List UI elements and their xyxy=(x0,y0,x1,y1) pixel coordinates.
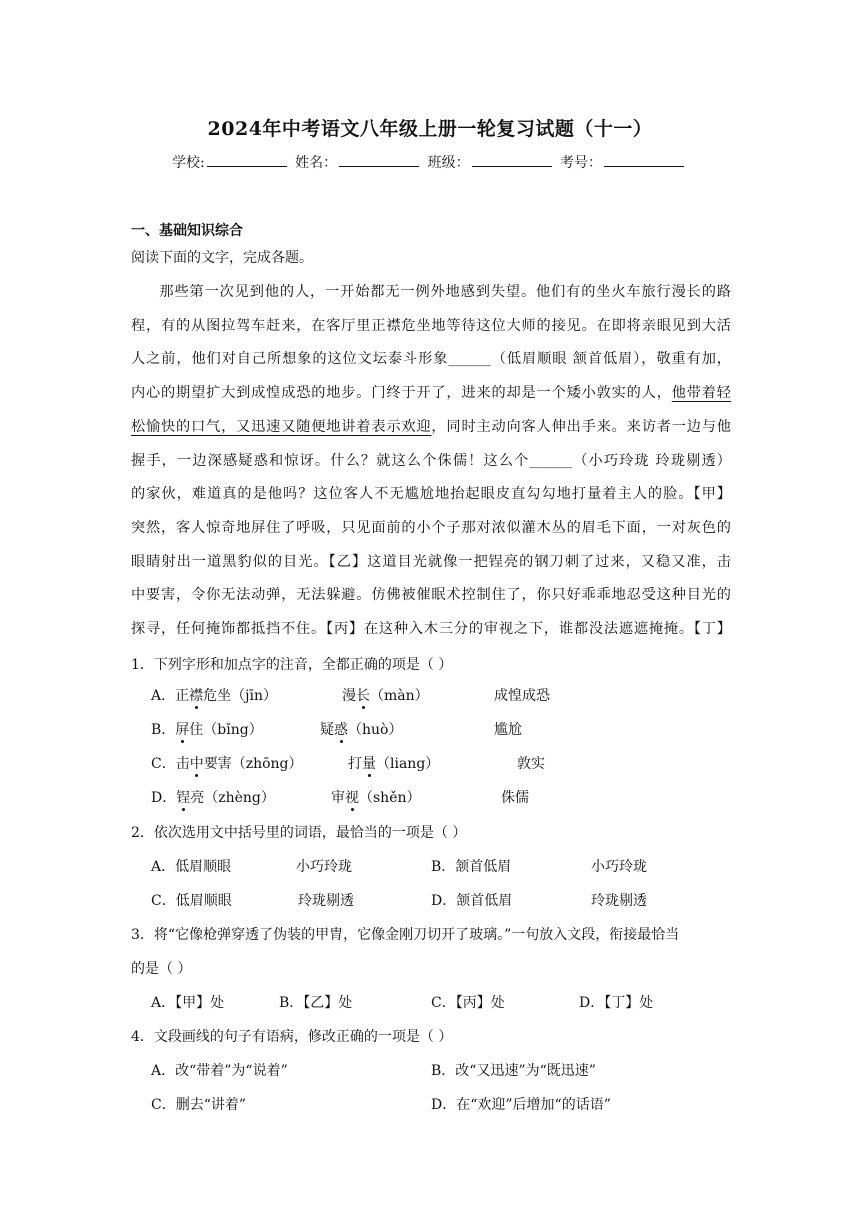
option-4c[interactable]: C．删去“讲着” xyxy=(151,1097,247,1113)
name-label: 姓名： xyxy=(295,155,338,171)
dotted-char: 屏 xyxy=(175,722,190,738)
passage-line: 握手，一边深感疑惑和惊讶。什么？就这么个侏儒！这么个______（小巧玲珑 玲珑剔透） xyxy=(131,452,731,469)
option-3c[interactable]: C．【丙】处 xyxy=(431,995,505,1011)
option-4b[interactable]: B．改“又迅速”为“既迅速” xyxy=(431,1063,596,1079)
dotted-char: 视 xyxy=(345,790,359,806)
option-1a-word3: 成惶成恐 xyxy=(494,688,550,704)
option-text: （màn） xyxy=(370,688,429,704)
option-2c[interactable]: C．低眉顺眼 xyxy=(151,893,232,909)
option-text: 漫 xyxy=(342,688,356,704)
option-text: D． xyxy=(151,790,177,806)
option-1c-word2 xyxy=(348,753,439,773)
option-1b-word2 xyxy=(320,719,402,739)
option-text: B． xyxy=(151,722,176,738)
school-label: 学校: xyxy=(171,155,205,171)
option-text: 打 xyxy=(348,756,362,772)
passage-line: 人之前，他们对自己所想象的这位文坛泰斗形象______（低眉顺眼 颔首低眉），敬重有加， xyxy=(131,351,731,368)
exam-no-blank[interactable] xyxy=(604,153,684,167)
option-2a-word2: 小巧玲珑 xyxy=(296,859,352,875)
option-3a[interactable]: A．【甲】处 xyxy=(151,995,225,1011)
option-4a[interactable]: A．改“带着”为“说着” xyxy=(151,1063,288,1079)
option-text: （shěn） xyxy=(359,790,421,806)
option-text: 危坐（jīn） xyxy=(203,688,277,704)
class-label: 班级： xyxy=(427,155,470,171)
option-text: 亮（zhèng） xyxy=(190,790,275,806)
option-2b-word2: 小巧玲珑 xyxy=(591,859,647,875)
option-1b[interactable] xyxy=(151,719,263,739)
passage-line: 的家伙，难道真的是他吗？这位客人不无尴尬地抬起眼皮直勾勾地打量着主人的脸。【甲】 xyxy=(131,486,731,503)
passage-line: 突然，客人惊奇地屏住了呼吸，只见面前的小个子那对浓似灌木丛的眉毛下面，一对灰色的 xyxy=(131,519,731,536)
option-text: 住（bǐng） xyxy=(189,722,263,738)
passage-line xyxy=(131,377,731,411)
option-2a[interactable]: A．低眉顺眼 xyxy=(151,859,232,875)
dotted-char: 襟 xyxy=(189,688,204,704)
question-3-stem: 3．将“它像枪弹穿透了伪装的甲胄，它像金刚刀切开了玻璃。”一句放入文段，衔接最恰当 xyxy=(131,927,680,943)
option-1c-word3: 敦实 xyxy=(517,756,545,772)
school-blank[interactable] xyxy=(207,153,287,167)
question-4-stem: 4．文段画线的句子有语病，修改正确的一项是（ ） xyxy=(131,1029,453,1045)
option-text: C．击 xyxy=(151,756,190,772)
passage-line: 那些第一次见到他的人，一开始都无一例外地感到失望。他们有的坐火车旅行漫长的路 xyxy=(159,284,731,300)
option-1d[interactable] xyxy=(151,787,275,807)
option-1a-word2 xyxy=(342,685,429,705)
passage-line: 中要害，令你无法动弹，无法躲避。仿佛被催眠术控制住了，你只好乖乖地忍受这种目光的 xyxy=(131,587,731,604)
student-info-line xyxy=(0,152,860,172)
option-text: A．正 xyxy=(151,688,190,704)
class-blank[interactable] xyxy=(472,153,552,167)
question-1-stem: 1．下列字形和加点字的注音，全都正确的项是（ ） xyxy=(131,657,453,673)
passage-line xyxy=(131,411,731,445)
passage-line: 眼睛射出一道黑豹似的目光。【乙】这道目光就像一把锃亮的钢刀刺了过来，又稳又准，击 xyxy=(131,553,731,570)
option-2d-word2: 玲珑剔透 xyxy=(591,893,647,909)
reading-passage xyxy=(131,276,731,647)
passage-line: 探寻，任何掩饰都抵挡不住。【丙】在这种入木三分的审视之下，谁都没法遮遮掩掩。【丁】 xyxy=(131,621,731,638)
option-4d[interactable]: D．在“欢迎”后增加“的话语” xyxy=(431,1097,611,1113)
question-3-stem-cont: 的是（ ） xyxy=(131,961,192,977)
option-1a[interactable] xyxy=(151,685,277,705)
option-text: 要害（zhōng） xyxy=(203,756,303,772)
dotted-char: 长 xyxy=(356,688,370,704)
option-1b-word3: 尴尬 xyxy=(494,722,522,738)
dotted-char: 量 xyxy=(362,756,376,772)
dotted-char: 惑 xyxy=(334,722,348,738)
passage-text: ，同时主动向客人伸出手来。来访者一边与他 xyxy=(431,418,731,435)
option-2c-word2: 玲珑剔透 xyxy=(298,893,354,909)
option-text: 审 xyxy=(331,790,345,806)
name-blank[interactable] xyxy=(339,153,419,167)
option-1d-word3: 侏儒 xyxy=(501,790,529,806)
exam-no-label: 考号： xyxy=(560,155,603,171)
section-title: 一、基础知识综合 xyxy=(131,223,243,239)
option-2b[interactable]: B．颔首低眉 xyxy=(431,859,512,875)
dotted-char: 中 xyxy=(189,756,204,772)
dotted-char: 锃 xyxy=(176,790,191,806)
option-1c[interactable] xyxy=(151,753,303,773)
underlined-sentence: 松愉快的口气，又迅速又随便地讲着表示欢迎 xyxy=(131,418,432,435)
option-3b[interactable]: B．【乙】处 xyxy=(279,995,353,1011)
option-text: 疑 xyxy=(320,722,334,738)
option-text: （liang） xyxy=(376,756,440,772)
page-title: 2024年中考语文八年级上册一轮复习试题（十一） xyxy=(207,118,653,140)
option-2d[interactable]: D．颔首低眉 xyxy=(431,893,513,909)
option-3d[interactable]: D．【丁】处 xyxy=(579,995,654,1011)
passage-text: 内心的期望扩大到成惶成恐的地步。门终于开了，进来的却是一个矮小敦实的人， xyxy=(131,385,672,402)
instruction: 阅读下面的文字，完成各题。 xyxy=(131,250,313,266)
option-1d-word2 xyxy=(331,787,421,807)
passage-line: 程，有的从图拉驾车赶来，在客厅里正襟危坐地等待这位大师的接见。在即将亲眼见到大活 xyxy=(131,317,731,334)
option-text: （huò） xyxy=(348,722,403,738)
question-2-stem: 2．依次选用文中括号里的词语，最恰当的一项是（ ） xyxy=(131,825,467,841)
underlined-sentence: 他带着轻 xyxy=(671,385,731,402)
